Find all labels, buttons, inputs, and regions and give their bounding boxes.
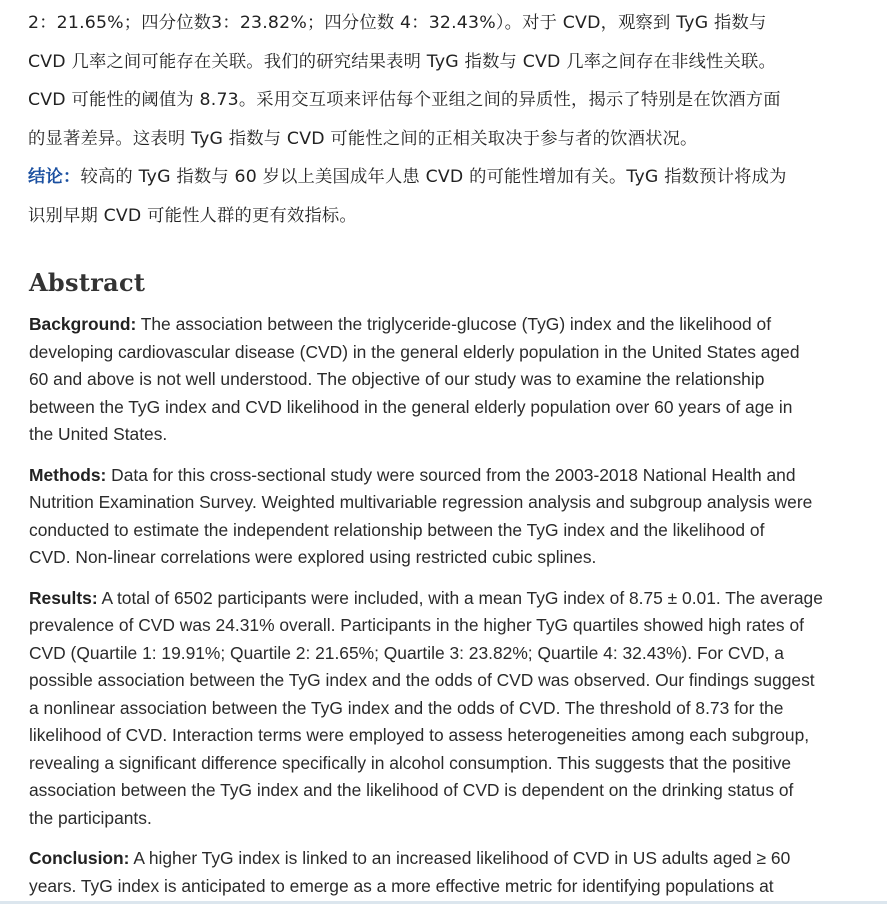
methods-text: CVD. Non-linear correlations were explored using restricted cubic splines. [29,547,597,567]
abstract-background [29,311,860,449]
results-text: revealing a significant difference specifically in alcohol consumption. This suggests that the positive [29,752,792,773]
chinese-text-line: 2：21.65%；四分位数3：23.82%；四分位数 4：32.43%）。对于 CVD，观察到 TyG 指数与 [28,13,767,33]
abstract-heading: Abstract [29,268,146,297]
chinese-conclusion-label: 结论： [28,167,81,187]
results-text: likelihood of CVD. Interaction terms were employed to assess heterogeneities among each subgroup, [29,725,810,745]
chinese-conclusion [28,158,860,197]
background-text: The association between the triglyceride-glucose (TyG) index and the likelihood of [136,314,772,334]
chinese-summary [28,4,860,235]
conclusion-text: years. TyG index is anticipated to emerge as a more effective metric for identifying populations at [29,875,774,896]
results-text: CVD (Quartile 1: 19.91%; Quartile 2: 21.65%; Quartile 3: 23.82%; Quartile 4: 32.43%). For CVD, a [29,642,784,663]
chinese-conclusion-text: 较高的 TyG 指数与 60 岁以上美国成年人患 CVD 的可能性增加有关。TyG 指数预计将成为 [80,167,787,187]
abstract-results [29,585,860,833]
results-text: prevalence of CVD was 24.31% overall. Participants in the higher TyG quartiles showed high rates of [29,615,804,635]
chinese-text-line: 识别早期 CVD 可能性人群的更有效指标。 [28,205,357,226]
abstract-conclusion [29,845,860,900]
methods-text: Nutrition Examination Survey. Weighted multivariable regression analysis and subgroup analysis were [29,492,813,512]
background-text: between the TyG index and CVD likelihood in the general elderly population over 60 years of age in [29,396,793,417]
conclusion-label: Conclusion: [29,848,130,868]
results-text: A total of 6502 participants were included, with a mean TyG index of 8.75 ± 0.01. The average [97,587,823,608]
methods-text: conducted to estimate the independent relationship between the TyG index and the likelihood of [29,519,765,540]
background-text: developing cardiovascular disease (CVD) in the general elderly population in the United States aged [29,341,800,362]
article-content [28,0,860,913]
methods-label: Methods: [29,464,107,485]
background-text: 60 and above is not well understood. The objective of our study was to examine the relationship [29,369,765,389]
results-text: a nonlinear association between the TyG index and the odds of CVD. The threshold of 8.73 for the [29,697,784,718]
abstract-methods [29,462,860,572]
background-text: the United States. [29,424,168,444]
chinese-text-line: 的显著差异。这表明 TyG 指数与 CVD 可能性之间的正相关取决于参与者的饮酒状况。 [28,128,698,149]
methods-text: Data for this cross-sectional study were sourced from the 2003-2018 National Health and [106,464,796,485]
chinese-text-line: CVD 可能性的阈值为 8.73。采用交互项来评估每个亚组之间的异质性，揭示了特别是在饮酒方面 [28,90,781,110]
results-text: the participants. [29,807,152,828]
results-text: association between the TyG index and the likelihood of CVD is dependent on the drinking status of [29,780,794,800]
results-text: possible association between the TyG index and the odds of CVD was observed. Our findings suggest [29,670,815,690]
conclusion-text: A higher TyG index is linked to an increased likelihood of CVD in US adults aged ≥ 60 [129,848,791,868]
results-label: Results: [29,587,98,608]
chinese-text-line: CVD 几率之间可能存在关联。我们的研究结果表明 TyG 指数与 CVD 几率之间存在非线性关联。 [28,51,776,72]
background-label: Background: [29,314,137,334]
